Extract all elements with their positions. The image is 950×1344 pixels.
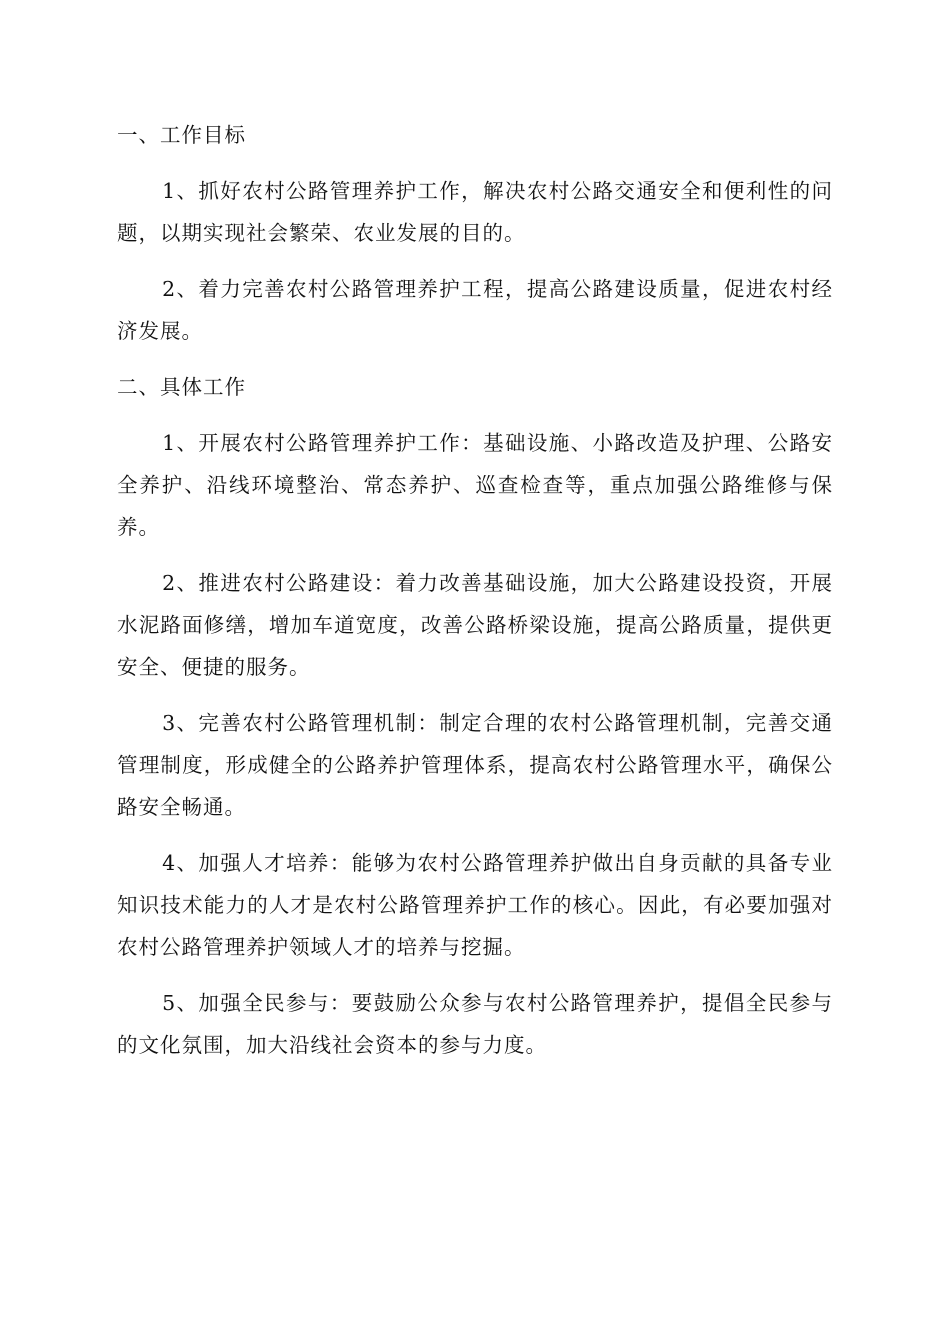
task-paragraph-3: 3、完善农村公路管理机制：制定合理的农村公路管理机制，完善交通管理制度，形成健全的公路养护管理体系，提高农村公路管理水平，确保公路安全畅通。: [117, 711, 833, 819]
task-paragraph-4: 4、加强人才培养：能够为农村公路管理养护做出自身贡献的具备专业知识技术能力的人才是农村公路管理养护工作的核心。因此，有必要加强对农村公路管理养护领域人才的培养与挖掘。: [117, 851, 833, 959]
document-body: [117, 114, 833, 1066]
goal-paragraph-2: 2、着力完善农村公路管理养护工程，提高公路建设质量，促进农村经济发展。: [117, 277, 833, 343]
task-paragraph-1: 1、开展农村公路管理养护工作：基础设施、小路改造及护理、公路安全养护、沿线环境整治、常态养护、巡查检查等，重点加强公路维修与保养。: [117, 431, 833, 539]
goal-paragraph-1: 1、抓好农村公路管理养护工作，解决农村公路交通安全和便利性的问题，以期实现社会繁荣、农业发展的目的。: [117, 179, 833, 245]
section-heading-tasks: 二、具体工作: [117, 375, 246, 399]
task-paragraph-5: 5、加强全民参与：要鼓励公众参与农村公路管理养护，提倡全民参与的文化氛围，加大沿线社会资本的参与力度。: [117, 991, 833, 1057]
task-paragraph-2: 2、推进农村公路建设：着力改善基础设施，加大公路建设投资，开展水泥路面修缮，增加车道宽度，改善公路桥梁设施，提高公路质量，提供更安全、便捷的服务。: [117, 571, 833, 679]
section-heading-goals: 一、工作目标: [117, 123, 246, 147]
